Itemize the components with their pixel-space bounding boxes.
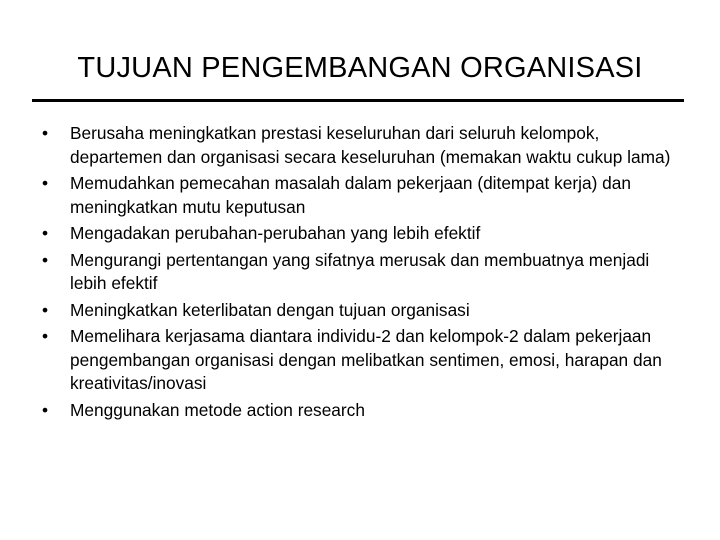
slide-title: TUJUAN PENGEMBANGAN ORGANISASI [77, 52, 643, 84]
bullet-text: Memelihara kerjasama diantara individu-2 dan kelompok-2 dalam pekerjaan pengembangan organisasi dengan melibatkan sentimen, emosi, harapan dan kreativitas/inovasi [70, 326, 662, 393]
bullet-icon: • [42, 123, 49, 143]
bullet-item [42, 249, 682, 296]
bullet-text: Berusaha meningkatkan prestasi keseluruhan dari seluruh kelompok, departemen dan organisasi secara keseluruhan (memakan waktu cukup lama) [70, 123, 671, 167]
bullet-icon: • [42, 399, 49, 420]
bullet-icon: • [42, 326, 49, 346]
bullet-text: Mengadakan perubahan-perubahan yang lebih efektif [70, 223, 481, 243]
bullet-item [42, 325, 682, 396]
bullet-item [42, 172, 682, 219]
bullet-list [42, 122, 682, 425]
bullet-item [42, 122, 682, 169]
bullet-text: Meningkatkan keterlibatan dengan tujuan organisasi [70, 299, 470, 320]
bullet-icon: • [42, 299, 49, 320]
bullet-text: Menggunakan metode action research [70, 399, 365, 420]
bullet-item [42, 222, 682, 246]
title-underline [32, 99, 684, 102]
bullet-text: Mengurangi pertentangan yang sifatnya merusak dan membuatnya menjadi lebih efektif [70, 249, 650, 293]
bullet-icon: • [42, 173, 49, 193]
bullet-icon: • [42, 249, 49, 270]
bullet-item [42, 399, 682, 423]
bullet-icon: • [42, 223, 49, 243]
bullet-text: Memudahkan pemecahan masalah dalam pekerjaan (ditempat kerja) dan meningkatkan mutu keputusan [70, 173, 631, 217]
bullet-item [42, 299, 682, 323]
